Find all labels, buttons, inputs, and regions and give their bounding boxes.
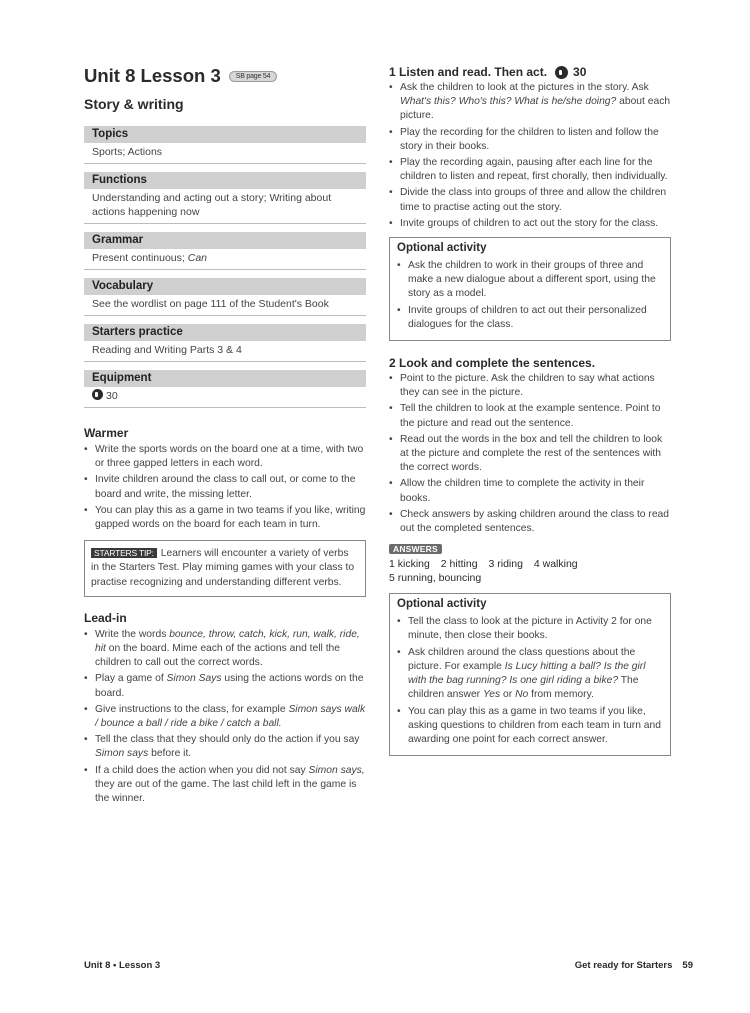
answer-item: 1 kicking bbox=[389, 558, 430, 571]
list-item: • You can play this as a game in two teams if you like, asking questions to children from each team in turn and awarding one point for each correct answer. bbox=[397, 705, 663, 748]
text-em: Is Lucy hitting a ball? Is the girl with the bag running? Is one girl riding a bike? bbox=[408, 660, 646, 687]
vocabulary-block bbox=[84, 278, 366, 316]
starters-practice-block bbox=[84, 324, 366, 362]
list-item: • Allow the children time to complete the activity in their books. bbox=[389, 477, 671, 505]
list-item: • Point to the picture. Ask the children to say what actions they can see in the picture. bbox=[389, 372, 671, 400]
list-item bbox=[84, 628, 366, 671]
text: If a child does the action when you did not say bbox=[95, 764, 309, 776]
vocabulary-text: See the wordlist on page 111 of the Student's Book bbox=[84, 295, 366, 316]
list-item bbox=[397, 646, 663, 703]
activity1-heading bbox=[389, 64, 671, 80]
list-item: • Play the recording again, pausing after each line for the children to listen and repeat, first chorally, then individually. bbox=[389, 156, 671, 184]
grammar-block bbox=[84, 232, 366, 270]
text-em: Yes bbox=[482, 689, 501, 701]
optional-activity-2-title: Optional activity bbox=[397, 598, 487, 611]
sb-page-badge: SB page 54 bbox=[229, 71, 278, 82]
lead-in-heading: Lead-in bbox=[84, 610, 127, 625]
list-item: • Read out the words in the box and tell the children to look at the picture and complete the rest of the sentences with the correct words. bbox=[389, 433, 671, 476]
grammar-text bbox=[84, 249, 366, 270]
list-item: • You can play this as a game in two teams if you like, writing gapped words on the board for each team in turn. bbox=[84, 504, 366, 532]
unit-title bbox=[84, 64, 366, 88]
list-item: • Invite children around the class to call out, or come to the board and write, the missing letter. bbox=[84, 473, 366, 501]
text: or bbox=[500, 689, 516, 701]
starters-practice-text: Reading and Writing Parts 3 & 4 bbox=[84, 341, 366, 362]
warmer-heading: Warmer bbox=[84, 426, 129, 440]
equipment-label: Equipment bbox=[84, 370, 366, 387]
text-em: bounce, throw, catch, kick, run, walk, ride, hit bbox=[95, 628, 360, 655]
text: Write the words bbox=[95, 628, 170, 640]
list-item: • Invite groups of children to act out the story for the class. bbox=[389, 217, 671, 231]
activity2-title: 2 Look and complete the sentences. bbox=[389, 356, 596, 371]
list-item: • Invite groups of children to act out their personalized dialogues for the class. bbox=[397, 304, 663, 332]
audio-track-icon bbox=[92, 389, 103, 400]
footer-unit-lesson: Unit 8 • Lesson 3 bbox=[84, 960, 161, 971]
text-em: No bbox=[515, 689, 529, 701]
text: using the actions words on the board. bbox=[95, 673, 364, 699]
answers-line-2: 5 running, bouncing bbox=[389, 572, 482, 585]
equipment-text bbox=[84, 387, 366, 408]
right-column bbox=[389, 64, 671, 756]
optional-activity-2-box bbox=[389, 593, 671, 756]
text: Ask the children to look at the pictures in the story. Ask bbox=[400, 82, 649, 93]
activity2-heading bbox=[389, 355, 671, 371]
answers-section bbox=[389, 538, 671, 585]
list-item: • Check answers by asking children around the class to read out the completed sentences. bbox=[389, 508, 671, 536]
list-item: • Play the recording for the children to listen and follow the story in their books. bbox=[389, 126, 671, 154]
list-item: • Tell the class to look at the picture in Activity 2 for one minute, then close their books. bbox=[397, 615, 663, 643]
optional-activity-1-list bbox=[397, 259, 663, 332]
topics-label: Topics bbox=[84, 126, 366, 143]
text: Play a game of bbox=[95, 673, 167, 685]
text: from memory. bbox=[528, 689, 594, 701]
text-em: Simon says, bbox=[308, 764, 365, 776]
starters-tip-box bbox=[84, 540, 366, 597]
activity1-list bbox=[389, 81, 671, 231]
text-em: Simon Says bbox=[166, 673, 222, 685]
vocabulary-label: Vocabulary bbox=[84, 278, 366, 295]
text: before it. bbox=[148, 748, 192, 760]
text: they are out of the game. The last child left in the game is the winner. bbox=[95, 778, 357, 805]
answers-label: ANSWERS bbox=[389, 544, 442, 554]
footer-book-title bbox=[575, 960, 693, 971]
starters-practice-label: Starters practice bbox=[84, 324, 366, 341]
grammar-label: Grammar bbox=[84, 232, 366, 249]
text-em: Simon says bbox=[95, 748, 149, 760]
text: Ask children around the class questions about the picture. For example bbox=[408, 646, 636, 672]
optional-activity-1-title: Optional activity bbox=[397, 242, 487, 255]
activity1-track: 30 bbox=[573, 65, 587, 79]
equipment-block bbox=[84, 370, 366, 408]
answers-line-1 bbox=[389, 557, 671, 571]
grammar-text-plain: Present continuous; bbox=[92, 252, 188, 264]
text: The children answer bbox=[408, 675, 639, 701]
left-column bbox=[84, 64, 366, 808]
text: about each picture. bbox=[400, 96, 671, 122]
functions-block bbox=[84, 172, 366, 224]
list-item: • Tell the children to look at the example sentence. Point to the picture and read out the sentence. bbox=[389, 402, 671, 430]
activity1-title: 1 Listen and read. Then act. bbox=[389, 65, 548, 79]
starters-tip-text: Learners will encounter a variety of verbs in the Starters Test. Play miming games with your class to practise recognizing and understanding different verbs. bbox=[91, 548, 355, 588]
starters-tip-label: STARTERS TIP: bbox=[91, 548, 157, 558]
text-em: What's this? Who's this? What is he/she doing? bbox=[400, 96, 617, 108]
audio-track-icon bbox=[555, 66, 568, 79]
warmer-list bbox=[84, 443, 366, 532]
answer-item: 3 riding bbox=[488, 558, 523, 571]
activity2-list bbox=[389, 372, 671, 536]
functions-text: Understanding and acting out a story; Writing about actions happening now bbox=[84, 189, 366, 224]
text: Tell the class that they should only do the action if you say bbox=[95, 734, 360, 746]
list-item: • Divide the class into groups of three and allow the children time to practise acting out the story. bbox=[389, 186, 671, 214]
list-item: • Write the sports words on the board one at a time, with two or three gapped letters in each word. bbox=[84, 443, 366, 471]
list-item bbox=[84, 764, 366, 807]
list-item bbox=[84, 703, 366, 731]
answer-item: 2 hitting bbox=[440, 558, 478, 571]
text: Give instructions to the class, for example bbox=[95, 703, 289, 715]
unit-title-text: Unit 8 Lesson 3 bbox=[84, 65, 221, 86]
lead-in-list bbox=[84, 628, 366, 806]
list-item: • Ask the children to work in their groups of three and make a new dialogue about a different sport, using the story as a model. bbox=[397, 259, 663, 302]
text: on the board. Mime each of the actions and tell the children to call out the correct words. bbox=[95, 643, 341, 669]
topics-block bbox=[84, 126, 366, 164]
optional-activity-2-list bbox=[397, 615, 663, 747]
text-em: Simon says walk / bounce a ball / ride a bike / catch a ball. bbox=[95, 703, 366, 730]
answer-item: 4 walking bbox=[533, 558, 578, 571]
list-item bbox=[389, 81, 671, 124]
equipment-track: 30 bbox=[106, 390, 118, 402]
list-item bbox=[84, 733, 366, 761]
optional-activity-1-box bbox=[389, 237, 671, 341]
topics-text: Sports; Actions bbox=[84, 143, 366, 164]
footer-book-name: Get ready for Starters bbox=[574, 960, 673, 971]
list-item bbox=[84, 672, 366, 700]
functions-label: Functions bbox=[84, 172, 366, 189]
grammar-text-em: Can bbox=[187, 252, 207, 264]
page-number: 59 bbox=[682, 960, 693, 971]
lesson-subtitle: Story & writing bbox=[84, 96, 184, 112]
